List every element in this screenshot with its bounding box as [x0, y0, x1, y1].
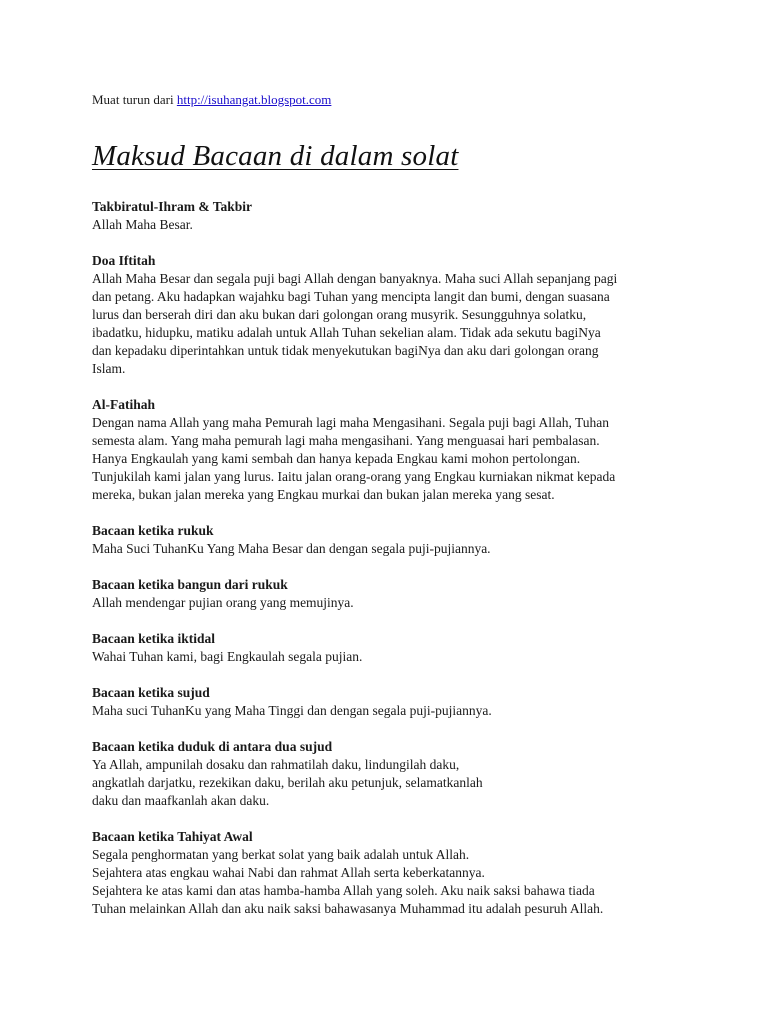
section-heading: Bacaan ketika Tahiyat Awal [92, 829, 253, 844]
section-body: Wahai Tuhan kami, bagi Engkaulah segala pujian. [92, 649, 363, 664]
section-tahiyat-awal [92, 828, 692, 918]
section-body: Allah Maha Besar dan segala puji bagi Allah dengan banyaknya. Maha suci Allah sepanjang pagi dan petang. Aku hadapkan wajahku bagi Tuhan yang mencipta langit dan bumi, dengan suasana lurus dan berserah diri dan aku bukan dari golongan orang musyrik. Sesungguhnya solatku, ibadatku, hidupku, matiku adalah untuk Allah Tuhan sekelian alam. Tidak ada sekutu bagiNya dan kepadaku diperintahkan untuk tidak menyekutukan bagiNya dan aku dari golongan orang Islam. [92, 271, 618, 376]
section-body: Maha suci TuhanKu yang Maha Tinggi dan dengan segala puji-pujiannya. [92, 703, 492, 718]
section-heading: Bacaan ketika duduk di antara dua sujud [92, 739, 333, 754]
section-heading: Bacaan ketika iktidal [92, 631, 216, 646]
section-body: Dengan nama Allah yang maha Pemurah lagi maha Mengasihani. Segala puji bagi Allah, Tuhan semesta alam. Yang maha pemurah lagi maha mengasihani. Yang menguasai hari pembalasan. Hanya Engkaulah yang kami sembah dan hanya kepada Engkau kami mohon pertolongan. Tunjukilah kami jalan yang lurus. Iaitu jalan orang-orang yang Engkau kurniakan nikmat kepada mereka, bukan jalan mereka yang Engkau murkai dan bukan jalan mereka yang sesat. [92, 415, 616, 502]
section-takbiratul-ihram [92, 198, 692, 234]
section-heading: Doa Iftitah [92, 253, 156, 268]
source-link[interactable]: http://isuhangat.blogspot.com [176, 92, 332, 107]
section-body: Maha Suci TuhanKu Yang Maha Besar dan dengan segala puji-pujiannya. [92, 541, 491, 556]
section-heading: Bacaan ketika bangun dari rukuk [92, 577, 288, 592]
section-body: Allah Maha Besar. [92, 217, 193, 232]
section-heading: Takbiratul-Ihram & Takbir [92, 199, 253, 214]
download-source-line [92, 91, 692, 109]
document-title: Maksud Bacaan di dalam solat [92, 140, 459, 172]
document-page [92, 91, 692, 918]
section-body: Segala penghormatan yang berkat solat yang baik adalah untuk Allah. Sejahtera atas engkau wahai Nabi dan rahmat Allah serta keberkatannya. Sejahtera ke atas kami dan atas hamba-hamba Allah yang soleh. Aku naik saksi bahawa tiada Tuhan melainkan Allah dan aku naik saksi bahawasanya Muhammad itu adalah pesuruh Allah. [92, 847, 604, 916]
section-body: Allah mendengar pujian orang yang memujinya. [92, 595, 354, 610]
section-sujud [92, 684, 692, 720]
download-prefix: Muat turun dari [92, 92, 177, 107]
section-bangun-dari-rukuk [92, 576, 692, 612]
section-doa-iftitah [92, 252, 692, 378]
section-al-fatihah [92, 396, 692, 504]
section-heading: Bacaan ketika rukuk [92, 523, 214, 538]
section-rukuk [92, 522, 692, 558]
section-heading: Bacaan ketika sujud [92, 685, 210, 700]
section-duduk-antara-dua-sujud [92, 738, 692, 810]
section-heading: Al-Fatihah [92, 397, 156, 412]
section-iktidal [92, 630, 692, 666]
section-body: Ya Allah, ampunilah dosaku dan rahmatilah daku, lindungilah daku, angkatlah darjatku, rezekikan daku, berilah aku petunjuk, selamatkanlah daku dan maafkanlah akan daku. [92, 757, 483, 808]
